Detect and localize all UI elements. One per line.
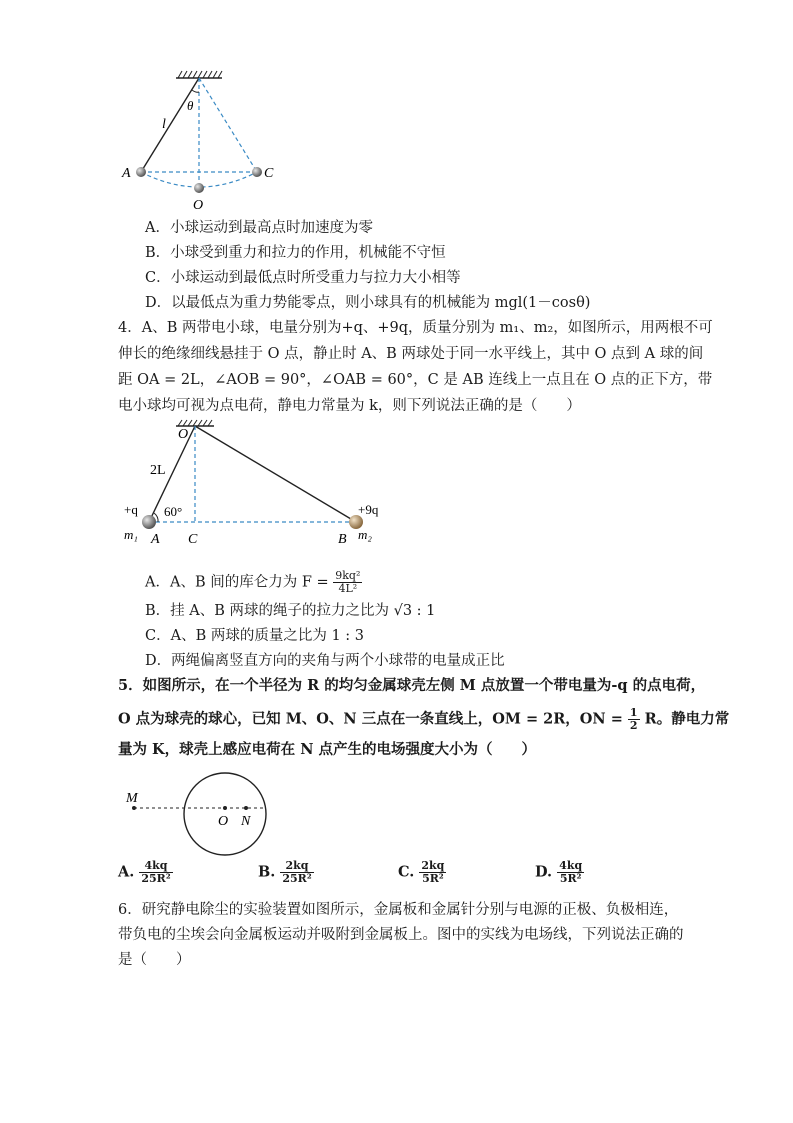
label-qa: +q <box>124 502 138 517</box>
label-c: C <box>264 166 274 181</box>
q3-option-c: C．小球运动到最低点时所受重力与拉力大小相等 <box>145 270 461 286</box>
q4-stem-line1: 4．A、B 两带电小球，电量分别为+q、+9q，质量分别为 m₁、m₂，如图所示，用两根不可 <box>118 320 713 336</box>
metal-shell-figure <box>118 770 278 860</box>
q4-stem-line2: 伸长的绝缘细线悬挂于 O 点，静止时 A、B 两球处于同一水平线上，其中 O 点到 A 球的间 <box>118 346 704 362</box>
label-o: O <box>178 427 189 442</box>
q5-fraction-half: $\frac{1}{2}$ <box>629 706 638 732</box>
q5-option-d: D. $\frac{4kq}{\text{5R²}}$ <box>535 859 583 885</box>
label-o: O <box>193 198 204 213</box>
ball-c <box>252 167 262 177</box>
label-b: B <box>338 532 347 547</box>
charged-balls-figure <box>118 416 408 551</box>
q5-stem-line2: O 点为球壳的球心，已知 M、O、N 三点在一条直线上，OM = 2R，ON = $\frac{1}{2}$ R。静电力常 <box>118 706 730 732</box>
q4-stem-line3: 距 OA = 2L，∠AOB = 90°，∠OAB = 60°，C 是 AB 连线上一点且在 O 点的正下方，带 <box>118 372 713 388</box>
q5-stem-line1: 5．如图所示，在一个半径为 R 的均匀金属球壳左侧 M 点放置一个带电量为-q 的点电荷， <box>118 677 706 694</box>
q5-option-a: A. $\frac{4kq}{\text{25R²}}$ <box>118 859 171 885</box>
label-m: M <box>126 791 138 806</box>
label-theta: θ <box>187 98 194 113</box>
q4-stem-line4: 电小球均可视为点电荷，静电力常量为 k，则下列说法正确的是（ ） <box>118 398 581 414</box>
q3-option-d: D．以最低点为重力势能零点，则小球具有的机械能为 mgl(1－cosθ) <box>145 295 591 311</box>
label-n: N <box>241 814 251 829</box>
ball-o <box>194 183 204 193</box>
pendulum-figure <box>118 66 288 216</box>
label-qb: +9q <box>358 502 379 517</box>
label-c: C <box>188 532 198 547</box>
q6-stem-line3: 是（ ） <box>118 952 191 968</box>
q5-option-b: B. $\frac{2kq}{\text{25R²}}$ <box>258 859 312 885</box>
q4-option-b: B．挂 A、B 两球的绳子的拉力之比为 √3 : 1 <box>145 603 436 619</box>
label-m2: m₂ <box>358 527 372 542</box>
label-o: O <box>218 814 229 829</box>
label-a: A <box>122 166 131 181</box>
q5-option-c: C. $\frac{2kq}{\text{5R²}}$ <box>398 859 445 885</box>
q3-option-b: B．小球受到重力和拉力的作用，机械能不守恒 <box>145 245 446 261</box>
q4-option-a-fraction: $\frac{\text{9kq²}}{\text{4L²}}$ <box>335 569 361 595</box>
q4-option-a <box>145 570 362 595</box>
q4-option-c: C．A、B 两球的质量之比为 1 : 3 <box>145 628 364 644</box>
label-2l: 2L <box>150 463 166 478</box>
label-a: A <box>151 532 160 547</box>
label-m1: m₁ <box>124 527 138 542</box>
q6-stem-line1: 6．研究静电除尘的实验装置如图所示，金属板和金属针分别与电源的正极、负极相连， <box>118 902 679 918</box>
q6-stem-line2: 带负电的尘埃会向金属板运动并吸附到金属板上。图中的实线为电场线，下列说法正确的 <box>118 927 684 943</box>
label-angle: 60° <box>164 504 183 519</box>
ball-a <box>142 515 156 529</box>
q5-stem-line3: 量为 K，球壳上感应电荷在 N 点产生的电场强度大小为（ ） <box>118 741 536 758</box>
ball-a <box>136 167 146 177</box>
q4-option-a-text: A．A、B 间的库仑力为 F = <box>145 574 329 591</box>
label-l: l <box>162 117 166 132</box>
q3-option-a: A．小球运动到最高点时加速度为零 <box>145 220 373 236</box>
q4-option-d: D．两绳偏离竖直方向的夹角与两个小球带的电量成正比 <box>145 653 505 669</box>
